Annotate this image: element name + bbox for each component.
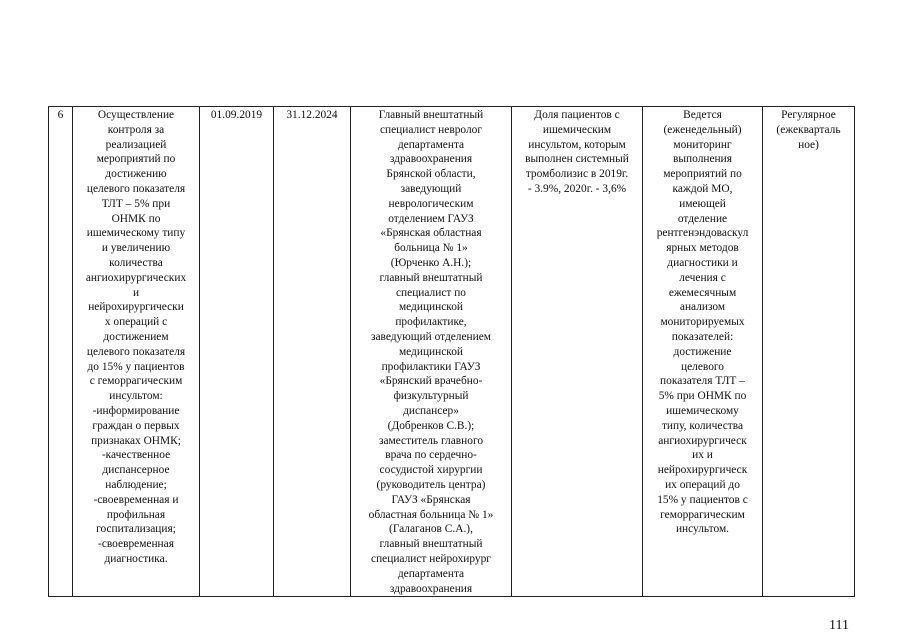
responsible-cell: [351, 107, 512, 597]
row-number: 6: [57, 109, 64, 121]
indicator-cell: [512, 107, 643, 597]
page-number: 111: [829, 618, 849, 633]
table-row: [49, 107, 855, 597]
frequency-text: Регулярное (ежекварталь ное): [776, 109, 841, 151]
frequency-cell: [763, 107, 855, 597]
responsible-text: Главный внештатный специалист невролог департамента здравоохранения Брянской области, заведующий неврологическим отделением ГАУЗ «Брянская областная больница № 1» (Юрченко А.Н.); главный внештатный специалист по медицинской профилактике, заведующий отделением медицинской профилактики ГАУЗ «Брянский врачебно- физкультурный диспансер» (Добренков С.В.); заместитель главного врача по сердечно- сосудистой хирургии (руководитель центра) ГАУЗ «Брянская областная больница № 1» (Галаганов С.А.), главный внештатный специалист нейрохирург департамента здравоохранения: [368, 109, 494, 595]
activity-text: Осуществление контроля за реализацией мероприятий по достижению целевого показателя ТЛТ – 5% при ОНМК по ишемическому типу и увеличению количества ангиохирургических и нейрохирургически х операций с достижением целевого показателя до 15% у пациентов с геморрагическим инсультом: -информирование граждан о первых признаках ОНМК; -качественное диспансерное наблюдение; -своевременная и профильная госпитализация; -своевременная диагностика.: [85, 109, 187, 565]
row-number-cell: [49, 107, 73, 597]
end-date: 31.12.2024: [286, 109, 338, 121]
start-date-cell: [200, 107, 274, 597]
monitoring-text: Ведется (еженедельный) мониторинг выполнения мероприятий по каждой МО, имеющей отделение рентгенэндоваскул ярных методов диагностики и лечения с ежемесячным анализом мониторируемых показателей: достижение целевого показателя ТЛТ – 5% при ОНМК по ишемическому типу, количества ангиохирургическ их и нейрохирургическ их операций до 15% у пациентов с геморрагическим инсультом.: [656, 109, 749, 536]
indicator-text: Доля пациентов с ишемическим инсультом, которым выполнен системный тромболизис в 2019г. - 3.9%, 2020г. - 3,6%: [525, 109, 629, 195]
measures-table: [48, 106, 855, 597]
end-date-cell: [274, 107, 351, 597]
start-date: 01.09.2019: [210, 109, 263, 121]
monitoring-cell: [643, 107, 763, 597]
activity-cell: [73, 107, 200, 597]
